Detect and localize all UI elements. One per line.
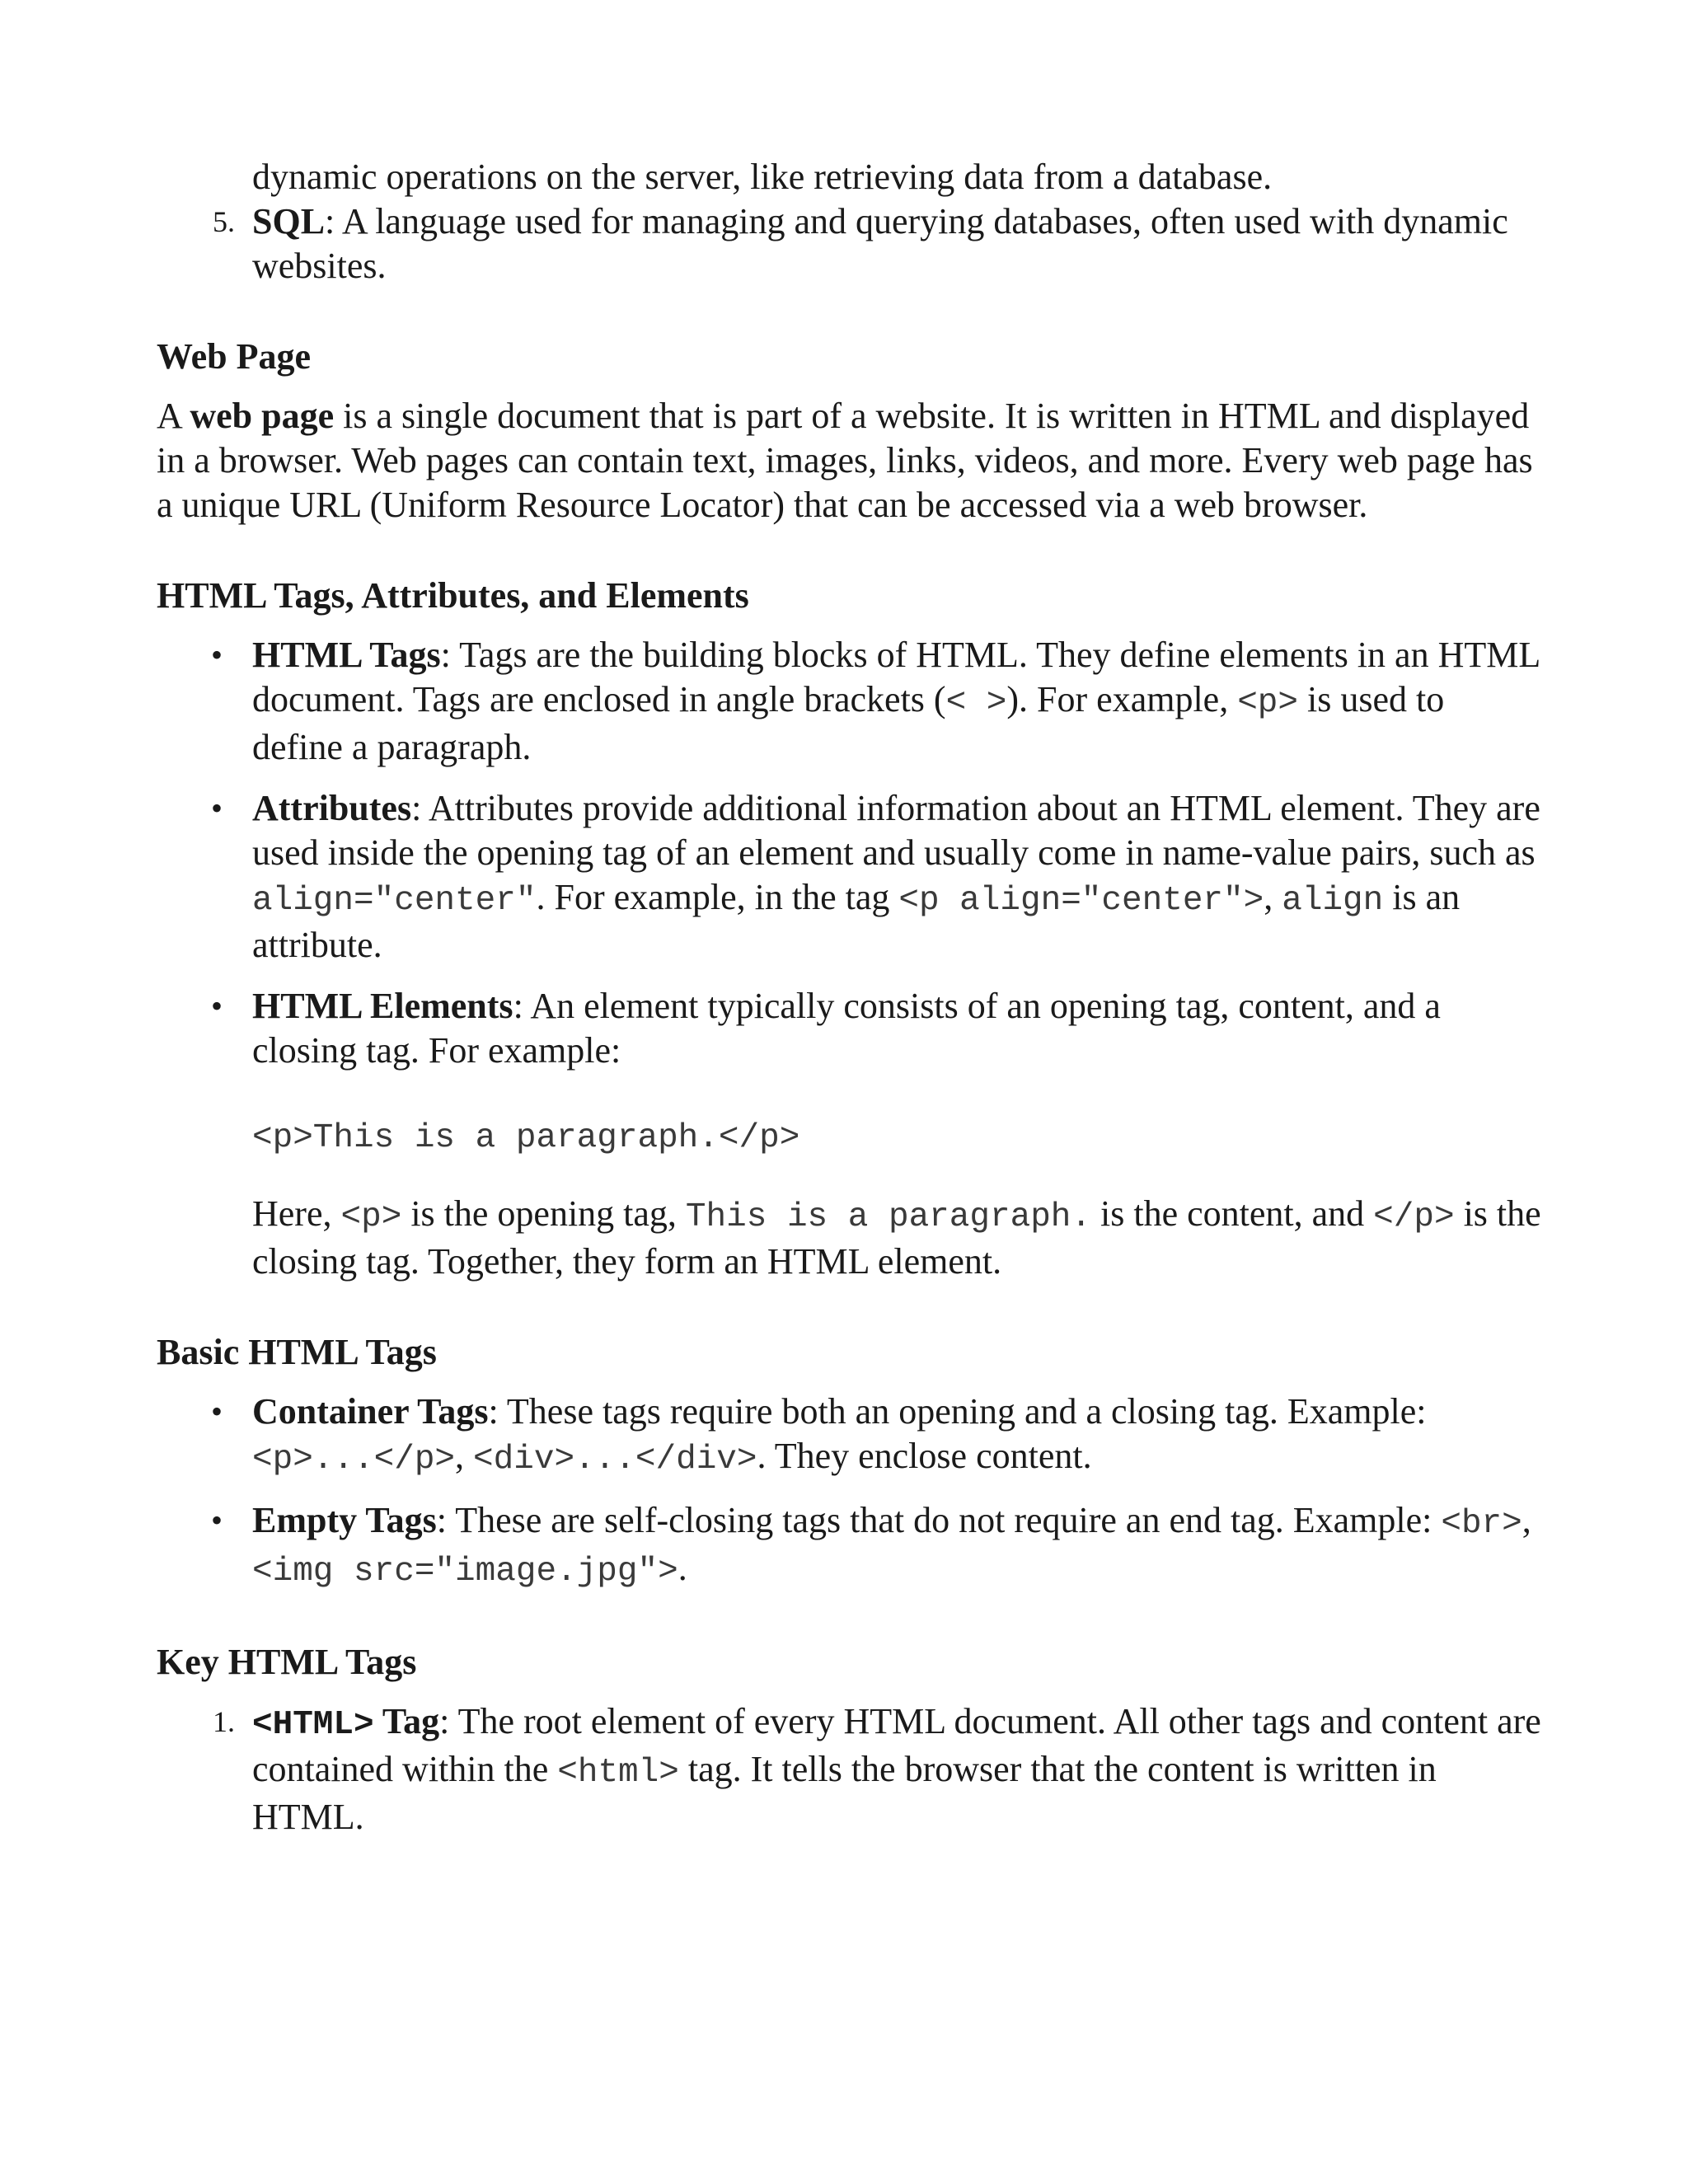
explanation-text-3: is the content, and xyxy=(1091,1193,1374,1234)
code-angle-brackets: < > xyxy=(945,684,1007,722)
list-item-empty-tags xyxy=(157,1498,1541,1594)
term-sql: SQL xyxy=(252,201,326,241)
code-html-term: <HTML> xyxy=(252,1706,374,1744)
list-item-html-tag xyxy=(157,1699,1541,1840)
list-item-html-tags xyxy=(157,633,1541,770)
bullet-icon: • xyxy=(211,1393,223,1430)
list-number: 1. xyxy=(213,1705,235,1738)
code-example-block: <p>This is a paragraph.</p> xyxy=(252,1119,800,1157)
web-page-prefix: A xyxy=(157,396,190,436)
web-page-paragraph xyxy=(157,394,1541,527)
term-attributes: Attributes xyxy=(252,788,412,828)
explanation-text-2: is the opening tag, xyxy=(401,1193,686,1234)
bullet-icon: • xyxy=(211,1502,223,1539)
bullet-icon: • xyxy=(211,790,223,827)
code-p-tag: <p> xyxy=(1237,684,1299,722)
code-br-tag: <br> xyxy=(1441,1505,1522,1543)
list-item-html-elements xyxy=(157,984,1541,1284)
html-tags-text: : Tags are the building blocks of HTML. They define elements in an HTML document. Tags are enclosed in angle brackets ( xyxy=(252,635,1540,719)
code-align-center: align="center" xyxy=(252,882,537,920)
html-elements-text: : An element typically consists of an opening tag, content, and a closing tag. For example: xyxy=(252,986,1441,1071)
web-page-text: is a single document that is part of a website. It is written in HTML and displayed in a browser. Web pages can contain text, images, links, videos, and more. Every web page has a unique URL (Uniform Resource Locator) that can be accessed via a web browser. xyxy=(157,396,1533,525)
attributes-text: : Attributes provide additional information about an HTML element. They are used inside the opening tag of an element and usually come in name-value pairs, such as xyxy=(252,788,1540,873)
attributes-text-4: is an attribute. xyxy=(252,877,1461,965)
bullet-icon: • xyxy=(211,987,223,1024)
separator: , xyxy=(455,1436,474,1476)
code-p-container: <p>...</p> xyxy=(252,1441,456,1479)
code-align: align xyxy=(1282,882,1384,920)
term-empty-tags: Empty Tags xyxy=(252,1500,437,1540)
code-content: This is a paragraph. xyxy=(685,1198,1092,1236)
html-tags-text-2: ). For example, xyxy=(1006,679,1238,719)
list-item-container-tags xyxy=(157,1390,1541,1482)
code-img-tag: <img src="image.jpg"> xyxy=(252,1553,678,1591)
list-number: 5. xyxy=(213,205,235,238)
separator: , xyxy=(1522,1500,1531,1540)
document-page xyxy=(157,155,1541,1840)
code-p-align-tag: <p align="center"> xyxy=(898,882,1264,920)
html-elements-explanation xyxy=(252,1192,1541,1284)
list-item-attributes xyxy=(157,786,1541,968)
code-div-container: <div>...</div> xyxy=(473,1441,757,1479)
html-tag-text: : The root element of every HTML document. All other tags and content are contained within the xyxy=(252,1701,1541,1789)
explanation-text: Here, xyxy=(252,1193,341,1234)
attributes-text-2: . For example, in the tag xyxy=(536,877,899,917)
term-web-page: web page xyxy=(190,396,335,436)
heading-web-page: Web Page xyxy=(157,336,311,377)
html-tag-text-2: tag. It tells the browser that the content is written in HTML. xyxy=(252,1749,1437,1837)
bullet-icon: • xyxy=(211,636,223,673)
list-item-sql xyxy=(157,199,1541,288)
term-html-tags: HTML Tags xyxy=(252,635,441,675)
code-open-tag: <p> xyxy=(340,1198,402,1236)
code-html-lower: <html> xyxy=(557,1754,679,1792)
term-tag: Tag xyxy=(373,1701,440,1741)
empty-tags-text-2: . xyxy=(678,1548,687,1588)
sql-description: : A language used for managing and querying databases, often used with dynamic websites. xyxy=(252,201,1508,286)
heading-basic-html-tags: Basic HTML Tags xyxy=(157,1332,437,1372)
empty-tags-text: : These are self-closing tags that do not require an end tag. Example: xyxy=(436,1500,1442,1540)
container-tags-text: : These tags require both an opening and a closing tag. Example: xyxy=(488,1391,1427,1432)
heading-key-html-tags: Key HTML Tags xyxy=(157,1642,417,1682)
code-close-tag: </p> xyxy=(1373,1198,1455,1236)
attributes-text-3: , xyxy=(1264,877,1282,917)
html-tags-text-3: is used to define a paragraph. xyxy=(252,679,1445,767)
term-html-elements: HTML Elements xyxy=(252,986,513,1026)
term-container-tags: Container Tags xyxy=(252,1391,489,1432)
explanation-text-4: is the closing tag. Together, they form an HTML element. xyxy=(252,1193,1541,1282)
container-tags-text-2: . They enclose content. xyxy=(757,1436,1092,1476)
list-item-continuation: dynamic operations on the server, like retrieving data from a database. xyxy=(252,157,1273,197)
heading-tags-attributes-elements: HTML Tags, Attributes, and Elements xyxy=(157,575,749,616)
